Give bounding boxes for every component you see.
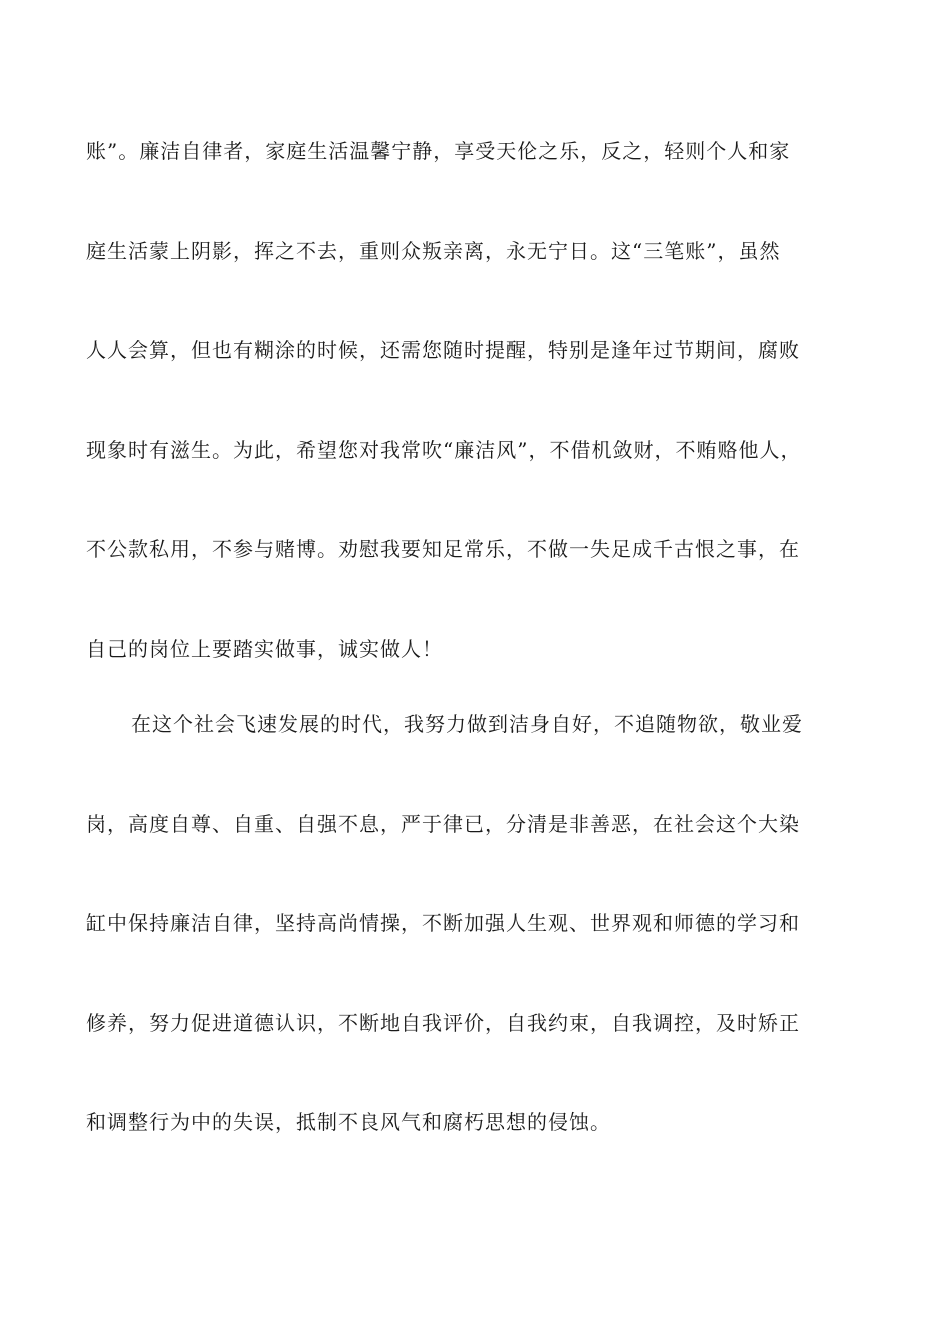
text-line: 修养，努力促进道德认识，不断地自我评价，自我约束，自我调控，及时矫正 (86, 1011, 800, 1035)
text-line: 岗，高度自尊、自重、自强不息，严于律已，分清是非善恶，在社会这个大染 (86, 812, 800, 836)
text-line: 和调整行为中的失误，抵制不良风气和腐朽思想的侵蚀。 (86, 1110, 611, 1134)
text-line: 在这个社会飞速发展的时代，我努力做到洁身自好，不追随物欲，敬业爱 (131, 712, 803, 736)
text-line: 不公款私用，不参与赌博。劝慰我要知足常乐，不做一失足成千古恨之事，在 (86, 537, 800, 561)
text-line: 庭生活蒙上阴影，挥之不去，重则众叛亲离，永无宁日。这“三笔账”，虽然 (86, 239, 781, 263)
text-line: 账”。廉洁自律者，家庭生活温馨宁静，享受天伦之乐，反之，轻则个人和家 (86, 139, 791, 163)
text-line: 人人会算，但也有糊涂的时候，还需您随时提醒，特别是逢年过节期间，腐败 (86, 338, 800, 362)
text-line: 现象时有滋生。为此，希望您对我常吹“廉洁风”，不借机敛财，不贿赂他人， (86, 438, 802, 462)
text-line: 缸中保持廉洁自律，坚持高尚情操，不断加强人生观、世界观和师德的学习和 (86, 911, 800, 935)
text-line: 自己的岗位上要踏实做事，诚实做人！ (86, 637, 443, 661)
